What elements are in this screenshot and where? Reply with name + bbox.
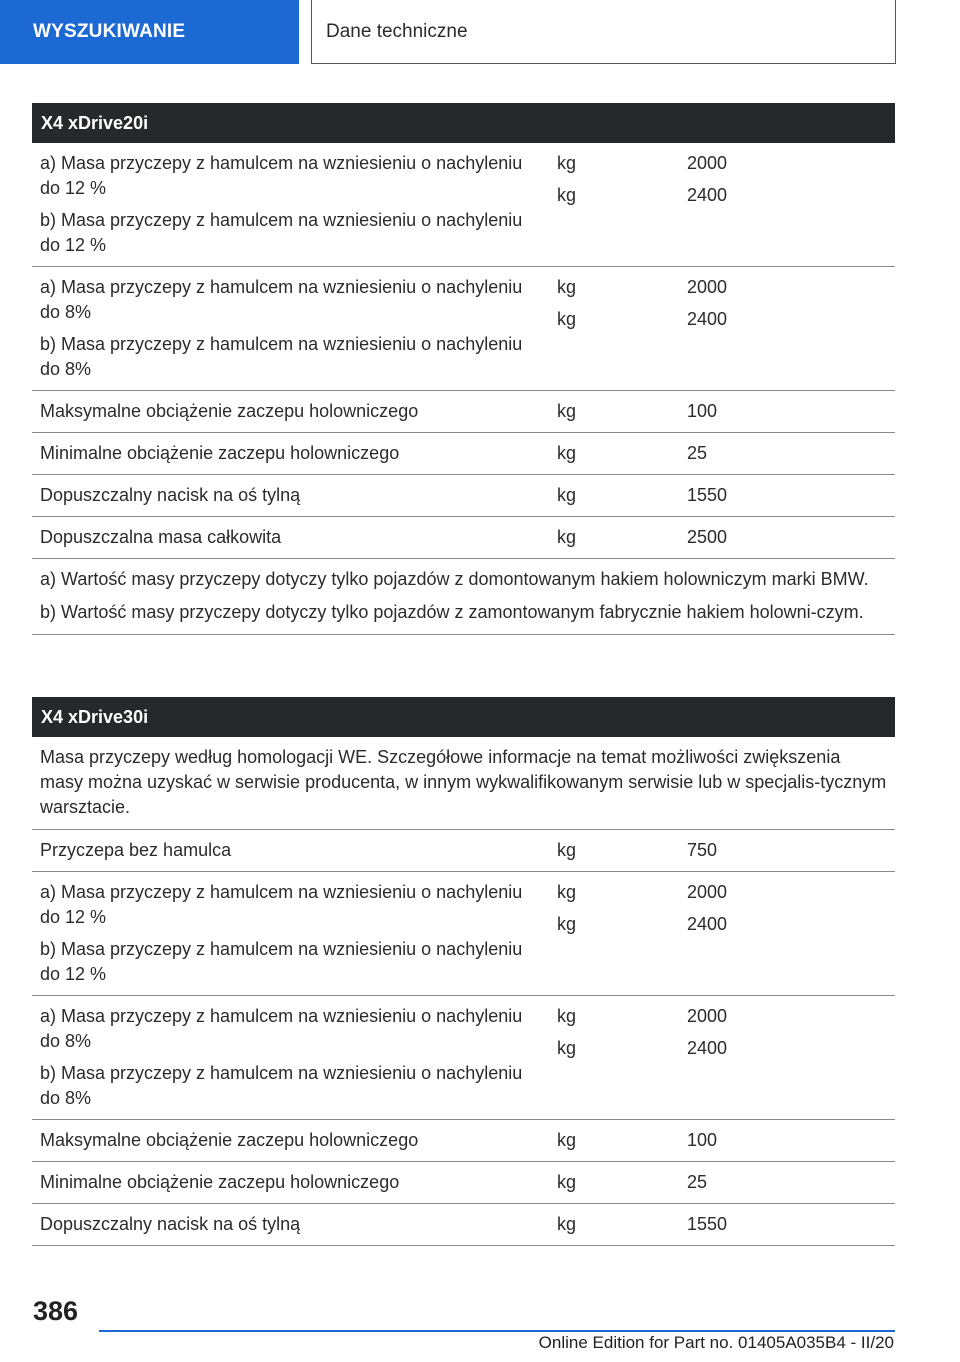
row-label: Minimalne obciążenie zaczepu holowniczego	[40, 443, 400, 463]
row-unit: kg kg	[557, 1006, 577, 1058]
row-value: 750	[687, 840, 718, 860]
row-label: a) Masa przyczepy z hamulcem na wzniesieniu o nachyleniu do 12 % b) Masa przyczepy z hamulcem na wzniesieniu o nachyleniu do 12 %	[40, 882, 523, 984]
note-b: b) Wartość masy przyczepy dotyczy tylko pojazdów z zamontowanym fabrycznie hakiem holowni-czym.	[40, 602, 864, 622]
search-button[interactable]: WYSZUKIWANIE	[0, 0, 299, 64]
row-value: 1550	[687, 1214, 728, 1234]
row-label: Maksymalne obciążenie zaczepu holowniczego	[40, 401, 419, 421]
row-label: a) Masa przyczepy z hamulcem na wzniesieniu o nachyleniu do 8% b) Masa przyczepy z hamulcem na wzniesieniu o nachyleniu do 8%	[40, 1006, 523, 1108]
row-value: 2000 2400	[687, 882, 728, 934]
row-unit: kg kg	[557, 277, 577, 329]
row-unit: kg	[557, 1130, 577, 1150]
row-value: 2000 2400	[687, 153, 728, 205]
row-unit: kg	[557, 1172, 577, 1192]
row-value: 2000 2400	[687, 1006, 728, 1058]
row-unit: kg	[557, 401, 577, 421]
row-label: Dopuszczalna masa całkowita	[40, 527, 282, 547]
row-unit: kg	[557, 443, 577, 463]
row-value: 100	[687, 401, 718, 421]
table-row	[32, 830, 895, 872]
row-value: 2000 2400	[687, 277, 728, 329]
row-unit: kg kg	[557, 153, 577, 205]
table-row	[32, 517, 895, 559]
table-row	[32, 391, 895, 433]
row-unit: kg	[557, 840, 577, 860]
row-value: 2500	[687, 527, 728, 547]
spec-table-xdrive20i	[32, 103, 895, 635]
row-value: 25	[687, 1172, 708, 1192]
row-unit: kg	[557, 1214, 577, 1234]
table-row	[32, 1204, 895, 1246]
table-notes	[32, 559, 895, 635]
table-row	[32, 475, 895, 517]
row-label: Maksymalne obciążenie zaczepu holowniczego	[40, 1130, 419, 1150]
table-row	[32, 433, 895, 475]
table-row	[32, 996, 895, 1120]
row-label: Minimalne obciążenie zaczepu holowniczego	[40, 1172, 400, 1192]
note-a: a) Wartość masy przyczepy dotyczy tylko pojazdów z domontowanym hakiem holowniczym marki BMW.	[40, 569, 869, 589]
row-value: 1550	[687, 485, 728, 505]
table-header: X4 xDrive30i	[32, 697, 895, 737]
row-label: Dopuszczalny nacisk na oś tylną	[40, 485, 301, 505]
row-label: Dopuszczalny nacisk na oś tylną	[40, 1214, 301, 1234]
row-unit: kg kg	[557, 882, 577, 934]
row-label: a) Masa przyczepy z hamulcem na wzniesieniu o nachyleniu do 8% b) Masa przyczepy z hamulcem na wzniesieniu o nachyleniu do 8%	[40, 277, 523, 379]
edition-text: Online Edition for Part no. 01405A035B4 - II/20	[538, 1333, 894, 1352]
footer-divider	[99, 1330, 895, 1332]
table-row	[32, 267, 895, 391]
spec-table-xdrive30i	[32, 697, 895, 1246]
table-row	[32, 1120, 895, 1162]
row-label: Przyczepa bez hamulca	[40, 840, 232, 860]
table-row	[32, 872, 895, 996]
top-bar	[0, 0, 960, 66]
row-value: 25	[687, 443, 708, 463]
table-row	[32, 143, 895, 267]
section-title: Dane techniczne	[311, 0, 896, 64]
row-value: 100	[687, 1130, 718, 1150]
row-label: a) Masa przyczepy z hamulcem na wzniesieniu o nachyleniu do 12 % b) Masa przyczepy z hamulcem na wzniesieniu o nachyleniu do 12 %	[40, 153, 523, 255]
row-unit: kg	[557, 527, 577, 547]
table-intro: Masa przyczepy według homologacji WE. Szczegółowe informacje na temat możliwości zwiększenia masy można uzyskać w serwisie producenta, w innym wykwalifikowanym serwisie lub w specjalis-tycznym warsztacie.	[32, 737, 895, 830]
table-header: X4 xDrive20i	[32, 103, 895, 143]
page-number: 386	[33, 1296, 79, 1326]
row-unit: kg	[557, 485, 577, 505]
table-row	[32, 1162, 895, 1204]
